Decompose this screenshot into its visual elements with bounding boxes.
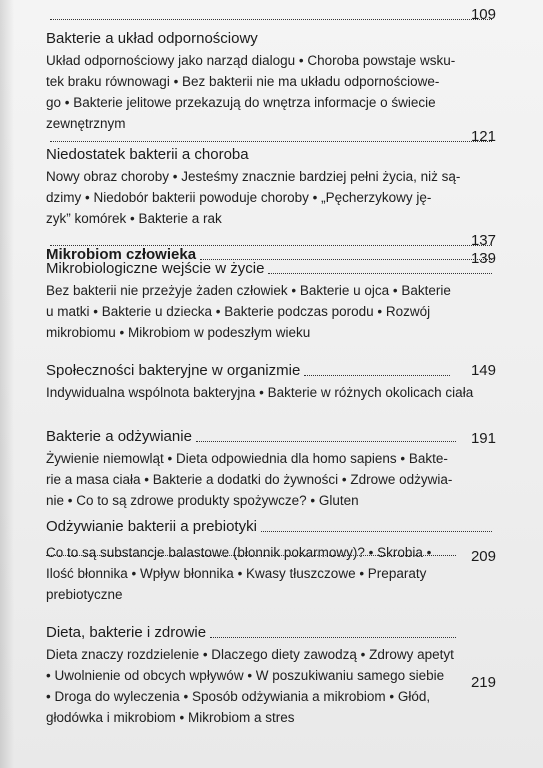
- topic-line: tek braku równowagi • Bez bakterii nie ma układu odpornościowe-: [46, 74, 440, 89]
- toc-entry: [46, 516, 496, 612]
- toc-title-row: [46, 28, 496, 48]
- toc-title-row: [46, 360, 496, 380]
- toc-entry: [46, 126, 496, 226]
- page-gutter-shadow: [0, 0, 14, 768]
- dot-leader: [268, 272, 492, 274]
- chapter-topics: [46, 50, 496, 134]
- chapter-title: Odżywianie bakterii a prebiotyki: [46, 518, 257, 535]
- dot-leader: [261, 530, 492, 532]
- topic-line: • Droga do wyleczenia • Sposób odżywiania a mikrobiom • Głód,: [46, 689, 431, 704]
- chapter-topics: [46, 448, 496, 511]
- page-number: 109: [470, 6, 496, 23]
- topic-line: zyk” komórek • Bakterie a rak: [46, 211, 222, 226]
- topic-line: Ilość błonnika • Wpływ błonnika • Kwasy tłuszczowe • Preparaty: [46, 566, 427, 581]
- topic-line: go • Bakterie jelitowe przekazują do wnętrza informacje o świecie: [46, 95, 436, 110]
- page-number: 137: [470, 232, 496, 249]
- dot-leader: [210, 636, 456, 638]
- chapter-title: Społeczności bakteryjne w organizmie: [46, 362, 301, 379]
- toc-entry: [46, 4, 496, 131]
- toc-entry: [46, 622, 496, 752]
- topic-line: Żywienie niemowląt • Dieta odpowiednia dla homo sapiens • Bakte-: [46, 451, 448, 466]
- page-number: 191: [470, 430, 496, 447]
- toc-leader-line: [46, 126, 496, 146]
- dot-leader: [304, 374, 450, 376]
- chapter-topics: [46, 382, 496, 403]
- page-number: 139: [470, 250, 496, 267]
- topic-line: zewnętrznym: [46, 116, 126, 131]
- topic-line: nie • Co to są zdrowe produkty spożywcze? • Gluten: [46, 493, 359, 508]
- topic-line: mikrobiomu • Mikrobiom w podeszłym wieku: [46, 325, 311, 340]
- chapter-title: Bakterie a układ odpornościowy: [46, 30, 258, 47]
- toc-entry: [46, 426, 496, 516]
- toc-title-row: [46, 516, 496, 536]
- topic-line: Dieta znaczy rozdzielenie • Dlaczego diety zawodzą • Zdrowy apetyt: [46, 647, 454, 662]
- chapter-title: Niedostatek bakterii a choroba: [46, 146, 249, 163]
- page-number: 149: [470, 362, 496, 379]
- topic-line: u matki • Bakterie u dziecka • Bakterie podczas porodu • Rozwój: [46, 304, 431, 319]
- topic-line: Nowy obraz choroby • Jesteśmy znacznie bardziej pełni życia, niż są-: [46, 169, 461, 184]
- chapter-topics: [46, 166, 496, 229]
- topic-line: dzimy • Niedobór bakterii powoduje choroby • „Pęcherzykowy ję-: [46, 190, 432, 205]
- toc-leader-line: [46, 4, 496, 24]
- part-title: Mikrobiom człowieka: [46, 246, 197, 263]
- topic-line: prebiotyczne: [46, 587, 123, 602]
- chapter-title: Dieta, bakterie i zdrowie: [46, 624, 207, 641]
- page-number: 121: [470, 128, 496, 145]
- toc-title-row: [46, 622, 496, 642]
- dot-leader: [50, 18, 492, 20]
- chapter-title: Bakterie a odżywianie: [46, 428, 192, 445]
- chapter-topics: [46, 644, 496, 728]
- dot-leader: [50, 140, 492, 142]
- topic-line: Indywidualna wspólnota bakteryjna • Bakterie w różnych okolicach ciała: [46, 385, 474, 400]
- page-number: 209: [470, 548, 496, 565]
- page-number: 219: [470, 674, 496, 691]
- toc-entry: [46, 250, 496, 346]
- topic-line: rie a masa ciała • Bakterie a dodatki do żywności • Zdrowe odżywia-: [46, 472, 453, 487]
- topic-line: Bez bakterii nie przeżyje żaden człowiek • Bakterie u ojca • Bakterie: [46, 283, 451, 298]
- toc-entry: [46, 360, 496, 410]
- topic-line: Układ odpornościowy jako narząd dialogu • Choroba powstaje wsku-: [46, 53, 456, 68]
- topic-line: głodówka i mikrobiom • Mikrobiom a stres: [46, 710, 295, 725]
- toc-title-row: [46, 426, 496, 446]
- topic-line: • Uwolnienie od obcych wpływów • W poszukiwaniu samego siebie: [46, 668, 445, 683]
- dot-leader: [196, 440, 456, 442]
- chapter-title: Mikrobiologiczne wejście w życie: [46, 260, 265, 277]
- chapter-topics: [46, 542, 496, 605]
- toc-title-row: [46, 144, 496, 164]
- topic-line: Co to są substancje balastowe (błonnik pokarmowy)? • Skrobia •: [46, 545, 432, 560]
- chapter-topics: [46, 280, 496, 343]
- toc-title-row: [46, 258, 496, 278]
